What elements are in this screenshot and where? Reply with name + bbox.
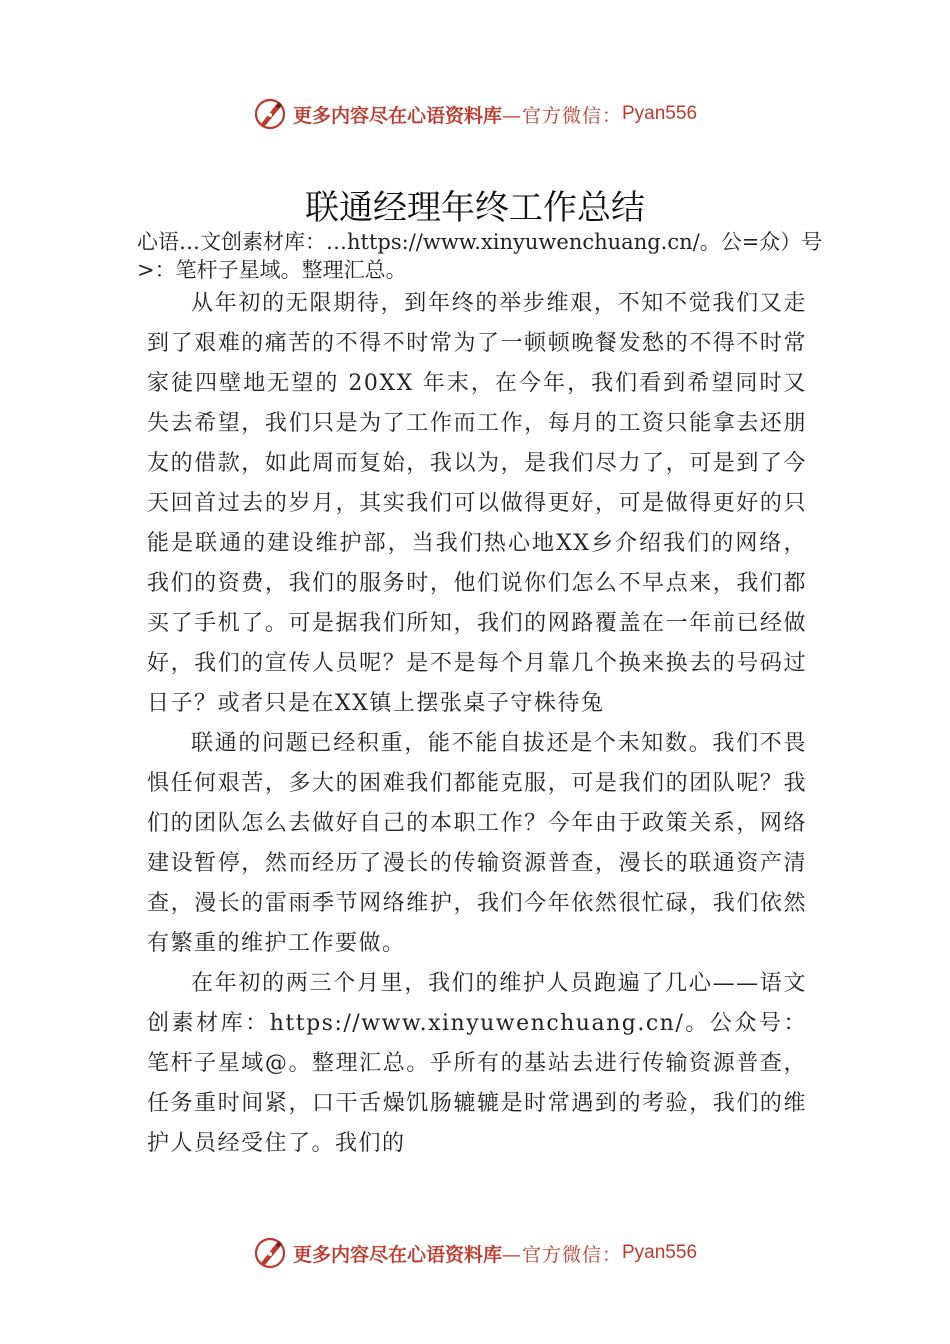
paragraph: 从年初的无限期待，到年终的举步维艰，不知不觉我们又走到了艰难的痛苦的不得不时常为了一顿顿晚餐发愁的不得不时常家徒四壁地无望的 20XX 年末，在今年，我们看到希望同时又失去希望，我们只是为了工作而工作，每月的工资只能拿去还朋友的借款，如此周而复始，我以为，是我们尽力了，可是到了今天回首过去的岁月，其实我们可以做得更好，可是做得更好的只能是联通的建设维护部，当我们热心地XX乡介绍我们的网络，我们的资费，我们的服务时，他们说你们怎么不早点来，我们都买了手机了。可是据我们所知，我们的网路覆盖在一年前已经做好，我们的宣传人员呢？是不是每个月靠几个换来换去的号码过日子？或者只是在XX镇上摆张桌子守株待兔 [147,291,807,716]
header-watermark-banner [0,94,950,134]
pen-logo-icon [253,97,287,131]
banner-sub-text: —官方微信： [501,104,622,127]
paragraph: 联通的问题已经积重，能不能自拔还是个未知数。我们不畏惧任何艰苦，多大的困难我们都能克服，可是我们的团队呢？我们的团队怎么去做好自己的本职工作？今年由于政策关系，网络建设暂停，然而经历了漫长的传输资源普查，漫长的联通资产清查，漫长的雷雨季节网络维护，我们今年依然很忙碌，我们依然有繁重的维护工作要做。 [147,731,807,956]
document-body [147,284,807,1164]
banner-main-text: 更多内容尽在心语资料库 [292,104,502,127]
footer-watermark-banner [0,1233,950,1273]
banner-sub-text: —官方微信： [501,1243,622,1266]
document-title: 联通经理年终工作总结 [305,188,645,228]
source-line: 心语…文创素材库：…https://www.xinyuwenchuang.cn/。公=众）号>：笔杆子星域。整理汇总。 [137,230,823,282]
pen-logo-icon [253,1236,287,1270]
banner-wechat-id: Pyan556 [622,1242,698,1263]
banner-main-text: 更多内容尽在心语资料库 [292,1243,502,1266]
paragraph: 在年初的两三个月里，我们的维护人员跑遍了几心——语文创素材库：https://www.xinyuwenchuang.cn/。公众号：笔杆子星域@。整理汇总。乎所有的基站去进行传输资源普查，任务重时间紧，口干舌燥饥肠辘辘是时常遇到的考验，我们的维护人员经受住了。我们的 [147,971,807,1156]
banner-wechat-id: Pyan556 [622,103,698,124]
